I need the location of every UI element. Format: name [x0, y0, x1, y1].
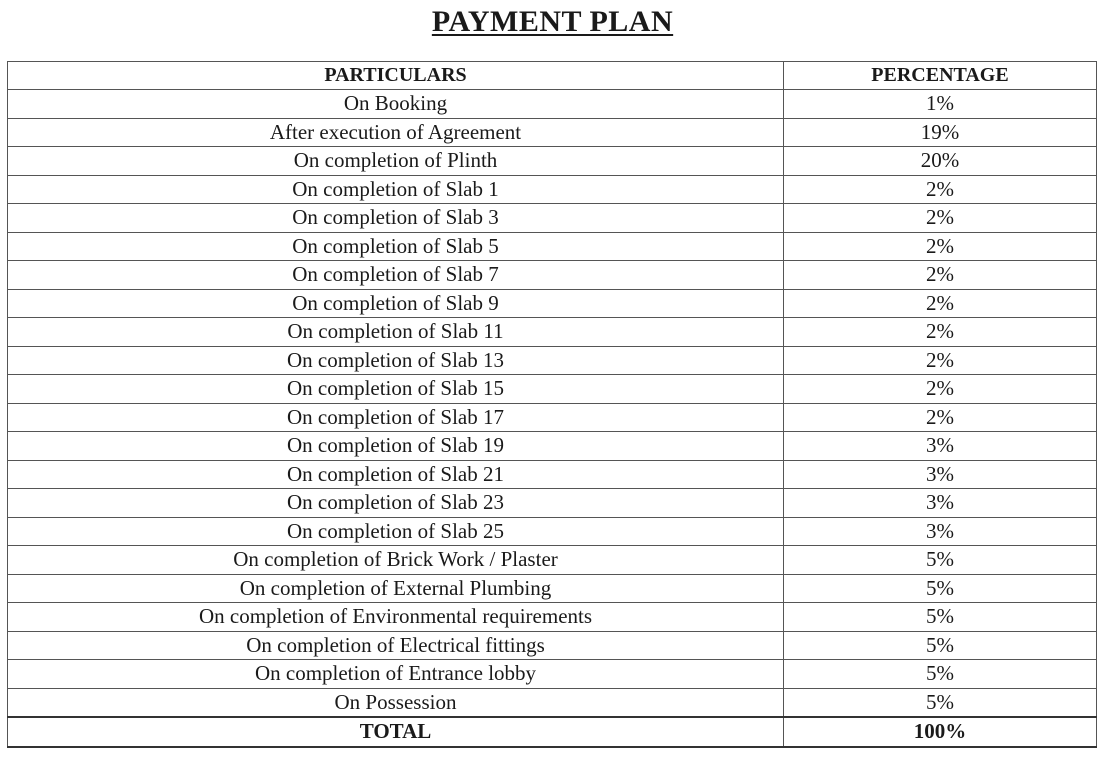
percentage-cell: 5% — [784, 603, 1097, 632]
particular-cell: On completion of Environmental requirements — [8, 603, 784, 632]
table-header-row — [8, 62, 1097, 90]
table-row — [8, 204, 1097, 233]
particular-cell: On completion of Electrical fittings — [8, 631, 784, 660]
table-row — [8, 631, 1097, 660]
percentage-cell: 3% — [784, 460, 1097, 489]
percentage-cell: 1% — [784, 90, 1097, 119]
total-percentage: 100% — [784, 717, 1097, 747]
particular-cell: On completion of Slab 17 — [8, 403, 784, 432]
percentage-cell: 2% — [784, 175, 1097, 204]
table-row — [8, 318, 1097, 347]
table-row — [8, 517, 1097, 546]
percentage-cell: 2% — [784, 232, 1097, 261]
table-row — [8, 90, 1097, 119]
percentage-cell: 19% — [784, 118, 1097, 147]
particular-cell: On completion of Slab 1 — [8, 175, 784, 204]
percentage-cell: 5% — [784, 660, 1097, 689]
percentage-cell: 20% — [784, 147, 1097, 176]
percentage-cell: 2% — [784, 289, 1097, 318]
particular-cell: On completion of Slab 23 — [8, 489, 784, 518]
total-label: TOTAL — [8, 717, 784, 747]
particular-cell: On completion of Slab 25 — [8, 517, 784, 546]
particular-cell: On completion of Slab 9 — [8, 289, 784, 318]
table-row — [8, 546, 1097, 575]
particular-cell: On completion of Slab 19 — [8, 432, 784, 461]
page-title — [0, 4, 1105, 40]
table-row — [8, 175, 1097, 204]
payment-plan-table — [7, 61, 1097, 748]
particular-cell: On completion of Brick Work / Plaster — [8, 546, 784, 575]
percentage-cell: 2% — [784, 375, 1097, 404]
particular-cell: On completion of Plinth — [8, 147, 784, 176]
percentage-cell: 3% — [784, 432, 1097, 461]
particular-cell: On completion of External Plumbing — [8, 574, 784, 603]
particular-cell: On Booking — [8, 90, 784, 119]
percentage-cell: 5% — [784, 546, 1097, 575]
percentage-cell: 2% — [784, 403, 1097, 432]
particular-cell: On completion of Slab 11 — [8, 318, 784, 347]
total-row — [8, 717, 1097, 747]
table-row — [8, 346, 1097, 375]
particular-cell: On completion of Slab 7 — [8, 261, 784, 290]
table-body — [8, 90, 1097, 747]
table-row — [8, 232, 1097, 261]
particular-cell: On completion of Slab 21 — [8, 460, 784, 489]
table-row — [8, 688, 1097, 717]
table-row — [8, 660, 1097, 689]
particular-cell: On completion of Entrance lobby — [8, 660, 784, 689]
particular-cell: On completion of Slab 3 — [8, 204, 784, 233]
table-row — [8, 375, 1097, 404]
column-header-percentage: PERCENTAGE — [784, 62, 1097, 90]
percentage-cell: 3% — [784, 517, 1097, 546]
table-row — [8, 403, 1097, 432]
percentage-cell: 2% — [784, 261, 1097, 290]
table-row — [8, 147, 1097, 176]
particular-cell: After execution of Agreement — [8, 118, 784, 147]
particular-cell: On completion of Slab 5 — [8, 232, 784, 261]
table-row — [8, 489, 1097, 518]
percentage-cell: 5% — [784, 631, 1097, 660]
percentage-cell: 3% — [784, 489, 1097, 518]
table-row — [8, 118, 1097, 147]
particular-cell: On completion of Slab 13 — [8, 346, 784, 375]
percentage-cell: 5% — [784, 574, 1097, 603]
page-title-text: PAYMENT PLAN — [431, 5, 674, 38]
percentage-cell: 5% — [784, 688, 1097, 717]
table-row — [8, 289, 1097, 318]
table-row — [8, 432, 1097, 461]
column-header-particulars: PARTICULARS — [8, 62, 784, 90]
particular-cell: On completion of Slab 15 — [8, 375, 784, 404]
table-row — [8, 261, 1097, 290]
table-row — [8, 460, 1097, 489]
percentage-cell: 2% — [784, 204, 1097, 233]
particular-cell: On Possession — [8, 688, 784, 717]
percentage-cell: 2% — [784, 318, 1097, 347]
table-row — [8, 574, 1097, 603]
table-row — [8, 603, 1097, 632]
percentage-cell: 2% — [784, 346, 1097, 375]
